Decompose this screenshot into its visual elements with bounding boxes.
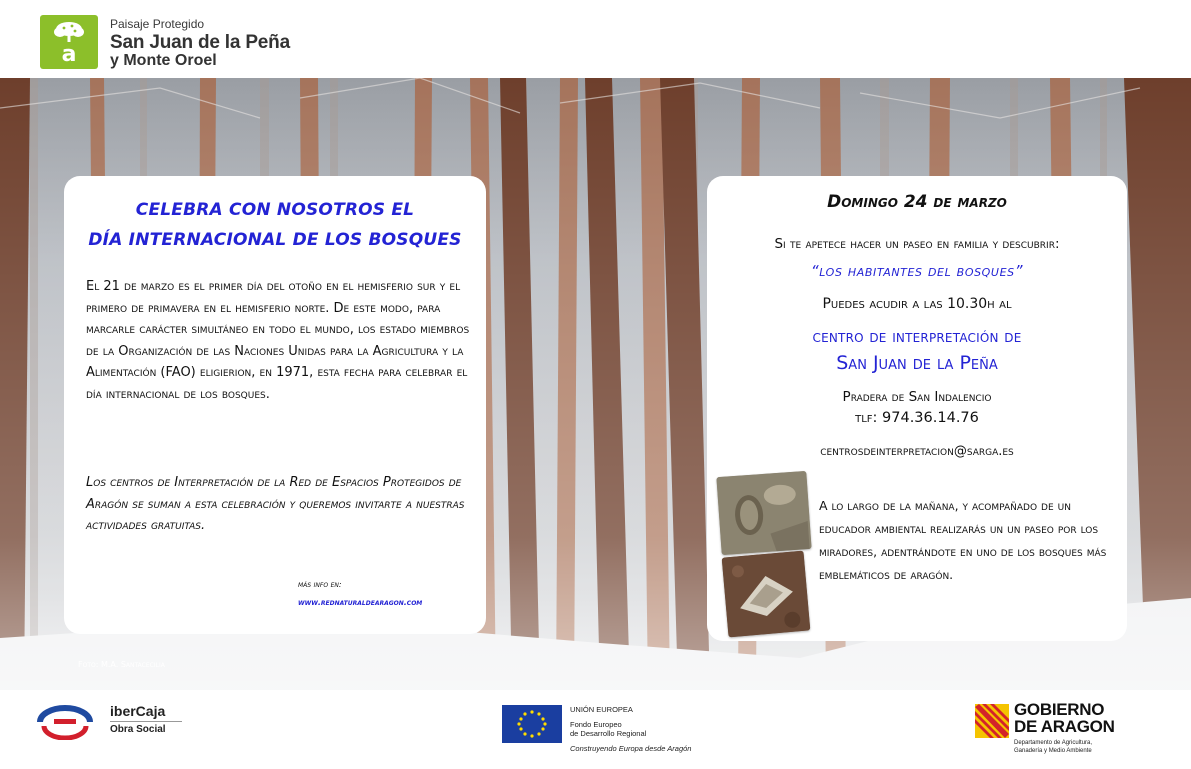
activity-description: A lo largo de la mañana, y acompañado de un educador ambiental realizarás un un paseo por los miradores, adentrándote en uno de los bosques más emblemáticos de aragón.	[819, 498, 1107, 582]
email-link[interactable]: centrosdeinterpretacion@sarga.es	[820, 444, 1014, 459]
footprint-photo	[716, 471, 811, 555]
eu-fund-line-2: de Desarrollo Regional	[570, 729, 647, 738]
paragraph-invitation: Los centros de Interpretación de la Red de Espacios Protegidos de Aragón se suman a esta celebración y queremos invitarte a nuestras actividades gratuitas.	[86, 475, 465, 534]
aragon-department-line-1: Departamento de Agricultura,	[1014, 740, 1093, 746]
center-name-line-1: centro de interpretación de	[812, 327, 1022, 347]
park-name-line-2: y Monte Oroel	[110, 52, 217, 69]
header	[0, 0, 1191, 78]
invite-line: Si te apetece hacer un paseo en familia y descubrir:	[774, 236, 1060, 252]
ibercaja-logo-icon	[34, 702, 96, 740]
aragon-flag-icon	[975, 704, 1009, 738]
paragraph-fao-date: El 21 de marzo es el primer día del otoño en el hemisferio sur y el primero de primavera en el hemisferio norte. De este modo, para marcarle carácter simultáneo en todo el mundo, los estado miembros de la Organización de las Naciones Unidas para la Agricultura y la Alimentación (FAO) eligierion, en 1971, esta fecha para celebrar el día internacional de los bosques.	[86, 279, 470, 402]
eu-fund-line-1: Fondo Europeo	[570, 720, 622, 729]
event-date: Domingo 24 de marzo	[827, 192, 1007, 212]
eu-motto: Construyendo Europa desde Aragón	[570, 744, 692, 753]
center-name-line-2: San Juan de la Peña	[836, 352, 998, 374]
park-name-line-1: San Juan de la Peña	[110, 32, 290, 53]
tree-icon	[53, 21, 85, 43]
more-info-link[interactable]: www.rednaturaldearagon.com	[298, 598, 423, 607]
ibercaja-name: iberCaja	[110, 703, 166, 719]
park-logo	[40, 15, 98, 69]
moth-photo	[722, 551, 811, 638]
park-subtitle: Paisaje Protegido	[110, 17, 205, 31]
address-line: Pradera de San Indalencio	[842, 389, 992, 405]
ibercaja-subtitle: Obra Social	[110, 724, 166, 735]
activity-name: “los habitantes del bosques”	[810, 262, 1024, 280]
eu-flag-icon	[502, 705, 562, 743]
aragon-name-line-1: GOBIERNO	[1014, 700, 1105, 719]
left-title-line-2: DÍA INTERNACIONAL DE LOS BOSQUES	[88, 230, 462, 250]
left-info-panel	[64, 176, 486, 634]
photo-credit: Foto: M.A. Santacecilia	[78, 660, 165, 669]
phone-line: tlf: 974.36.14.76	[855, 410, 979, 426]
aragon-department-line-2: Ganadería y Medio Ambiente	[1014, 748, 1092, 754]
left-title-line-1: CELEBRA CON NOSOTROS EL	[135, 200, 415, 220]
aragon-name-line-2: DE ARAGON	[1014, 717, 1115, 736]
time-line: Puedes acudir a las 10.30h al	[822, 296, 1012, 312]
ibercaja-divider	[110, 721, 182, 722]
park-logo-letter: a	[61, 42, 77, 67]
eu-title: UNIÓN EUROPEA	[570, 705, 633, 714]
more-info-label: más info en:	[298, 580, 342, 589]
right-event-panel	[707, 176, 1127, 641]
footer	[0, 690, 1191, 769]
